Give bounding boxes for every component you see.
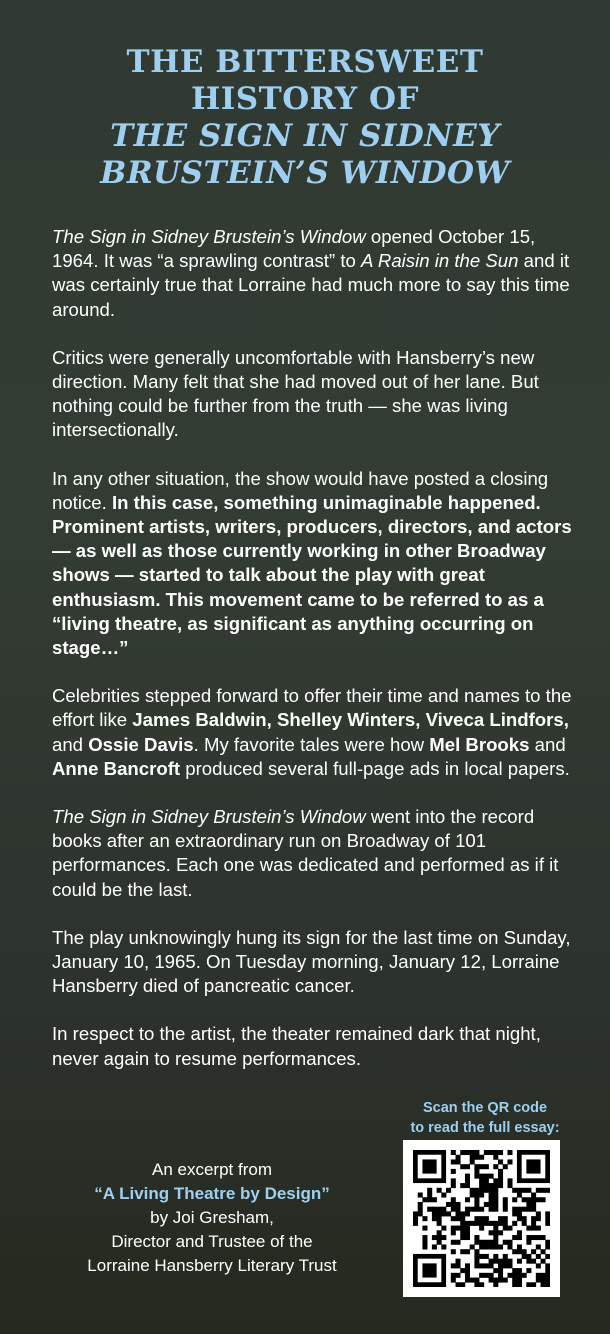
paragraph-3-text: In any other situation, the show would have posted a closing notice. (52, 467, 549, 513)
anne-bancroft-bold: Anne Bancroft (52, 757, 181, 779)
paragraph-5 (52, 805, 572, 902)
qr-caption (395, 1098, 575, 1138)
paragraph-3-bold: In this case, something unimaginable happened. Prominent artists, writers, producers, directors, and actors — as well as those currently working in other Broadway shows — started to talk about the play with great enthusiasm. This movement came to be referred to as a “living theatre, as significant as anything occurring on stage…” (52, 491, 572, 659)
qr-caption-line-1: Scan the QR code (422, 1100, 548, 1116)
paragraph-6: The play unknowingly hung its sign for the last time on Sunday, January 10, 1965. On Tuesday morning, January 12, Lorraine Hansberry died of pancreatic cancer. (52, 926, 571, 997)
article-body (52, 225, 572, 1095)
title-line-2: HISTORY OF (191, 81, 419, 117)
paragraph-4-and: and (52, 733, 89, 755)
paragraph-7: In respect to the artist, the theater remained dark that night, never again to resume performances. (52, 1023, 541, 1069)
paragraph-4-middle: . My favorite tales were how (193, 733, 430, 755)
credit-organization: Lorraine Hansberry Literary Trust (87, 1256, 337, 1275)
paragraph-5-text: went into the record books after an extraordinary run on Broadway of 101 performances. Each one was dedicated and performed as if it could be the last. (52, 806, 559, 900)
paragraph-4-end: produced several full-page ads in local papers. (180, 757, 570, 779)
paragraph-4-and-2: and (529, 733, 566, 755)
paragraph-4-text: Celebrities stepped forward to offer their time and names to the effort like (52, 685, 572, 731)
title-line-1: THE BITTERSWEET (126, 44, 484, 80)
credit-author: by Joi Gresham, (150, 1208, 274, 1227)
mel-brooks-bold: Mel Brooks (429, 733, 530, 755)
paragraph-4 (52, 684, 572, 781)
title-line-4: BRUSTEIN’S WINDOW (100, 155, 510, 191)
credit-line-1: An excerpt from (152, 1160, 272, 1179)
play-title-italic: The Sign in Sidney Brustein’s Window (52, 226, 366, 247)
qr-caption-line-2: to read the full essay: (410, 1120, 560, 1136)
raisin-title-italic: A Raisin in the Sun (361, 250, 519, 272)
page-title (0, 44, 610, 192)
excerpt-credit (52, 1158, 372, 1278)
paragraph-1-text-end: and it was certainly true that Lorraine had much more to say this time around. (52, 250, 570, 320)
book-title: “A Living Theatre by Design” (94, 1184, 330, 1203)
ossie-davis-bold: Ossie Davis (88, 733, 194, 755)
paragraph-1 (52, 225, 572, 322)
play-title-italic-2: The Sign in Sidney Brustein’s Window (52, 806, 366, 828)
credit-role: Director and Trustee of the (111, 1232, 313, 1251)
title-line-3: THE SIGN IN SIDNEY (110, 118, 500, 154)
paragraph-2: Critics were generally uncomfortable with Hansberry’s new direction. Many felt that she had moved out of her lane. But nothing could be further from the truth — she was living intersectionally. (52, 346, 539, 441)
qr-code[interactable] (403, 1140, 560, 1297)
celebrity-names-bold: James Baldwin, Shelley Winters, Viveca Lindfors, (132, 709, 569, 731)
paragraph-3 (52, 467, 572, 661)
paragraph-1-text: opened October 15, 1964. It was “a sprawling contrast” to (52, 226, 536, 272)
qr-code-icon (413, 1150, 550, 1287)
